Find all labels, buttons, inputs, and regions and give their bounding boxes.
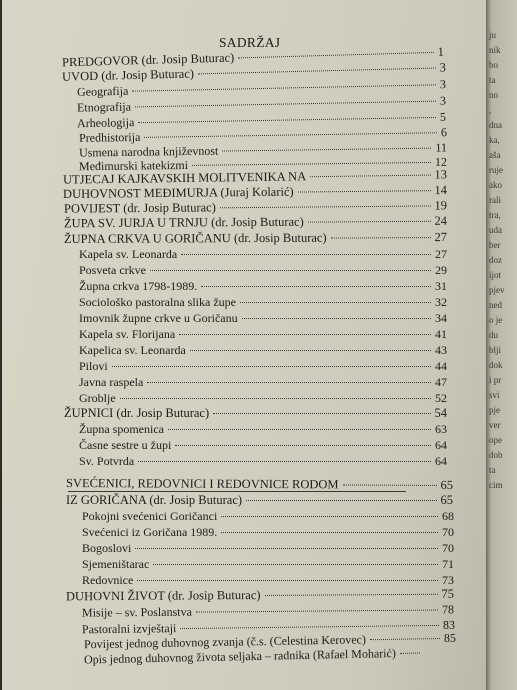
page-title: SADRŽAJ xyxy=(219,35,281,50)
adjacent-page-text-fragment: pjev xyxy=(489,285,505,295)
toc-entry: PREDGOVOR (dr. Josip Buturac) 1 xyxy=(61,44,445,70)
toc-entry: Geografija 3 xyxy=(76,77,447,99)
divider xyxy=(68,491,406,492)
adjacent-page-text-fragment: pje xyxy=(489,405,500,415)
adjacent-page-text-fragment: dob xyxy=(489,450,503,460)
adjacent-page-text-fragment: ta xyxy=(489,465,496,475)
adjacent-page-text-fragment: uda xyxy=(489,225,502,235)
toc-entry: Časne sestre u župi 64 xyxy=(79,438,447,452)
adjacent-page-text-fragment: ako xyxy=(489,180,502,190)
adjacent-page-text-fragment: i pr xyxy=(489,375,502,385)
toc-entry: Sv. Potvrda 64 xyxy=(79,454,447,468)
toc-entry: Pastoralni izvještaji 83 xyxy=(81,617,456,637)
toc-entry: Groblje 52 xyxy=(79,391,447,405)
toc-entry: Župna crkva 1798-1989. 31 xyxy=(79,279,447,293)
adjacent-page-text-fragment: ka, xyxy=(489,135,500,145)
adjacent-page-text-fragment: doz xyxy=(489,255,502,265)
toc-entry: Svećenici iz Goričana 1989. 70 xyxy=(82,525,454,539)
toc-entry: Sociološko pastoralna slika župe 32 xyxy=(79,295,447,309)
toc-entry: Bogoslovi 70 xyxy=(82,541,454,555)
adjacent-page-edge xyxy=(486,0,517,690)
adjacent-page-text-fragment: dok xyxy=(489,360,503,370)
toc-entry: UVOD (dr. Josip Buturac) 3 xyxy=(61,60,447,84)
adjacent-page-text-fragment: , xyxy=(489,105,492,115)
adjacent-page-text-fragment: cim xyxy=(489,480,503,490)
toc-entry: IZ GORIČANA (dr. Josip Buturac) 65 xyxy=(66,493,453,507)
adjacent-page-text-fragment: rali xyxy=(489,195,501,205)
toc-entry: Imovnik župne crkve u Goričanu 34 xyxy=(79,311,447,325)
adjacent-page-text-fragment: ver xyxy=(489,420,501,430)
toc-entry: Međimurski katekizmi 12 xyxy=(78,154,448,174)
toc-entry: DUHOVNOST MEĐIMURJA (Juraj Kolarić) 14 xyxy=(62,182,448,202)
adjacent-page-text-fragment: svi xyxy=(489,390,500,400)
adjacent-page-text-fragment: aša xyxy=(489,150,501,160)
adjacent-page-text-fragment: ruje xyxy=(489,165,503,175)
adjacent-page-text-fragment: dna xyxy=(489,120,502,130)
toc-entry: Kapela sv. Florijana 41 xyxy=(79,327,447,341)
toc-entry: ŽUPA SV. JURJA U TRNJU (dr. Josip Buturac) 24 xyxy=(63,213,448,231)
toc-entry: Javna raspela 47 xyxy=(79,375,447,389)
toc-entry: POVIJEST (dr. Josip Buturac) 19 xyxy=(63,198,448,216)
toc-entry: Pokojni svećenici Goričanci 68 xyxy=(82,509,454,523)
adjacent-page-text-fragment: ope xyxy=(489,435,502,445)
adjacent-page-text-fragment: ned xyxy=(489,300,502,310)
toc-entry: Opis jednog duhovnog života seljaka – radnika (Rafael Moharić) xyxy=(84,645,424,667)
toc-entry: Pilovi 44 xyxy=(79,359,447,373)
toc-entry: SVEĆENICI, REDOVNICI I REDOVNICE RODOM 65 xyxy=(65,475,454,493)
book-page xyxy=(2,0,486,690)
toc-entry: Predhistorija 6 xyxy=(78,125,448,145)
adjacent-page-text-fragment: nik xyxy=(489,45,501,55)
toc-entry: Redovnice 73 xyxy=(82,573,454,587)
toc-entry: Kapela sv. Leonarda 27 xyxy=(79,247,447,261)
adjacent-page-text-fragment: tra, xyxy=(489,210,501,220)
toc-entry: Etnografija 3 xyxy=(76,93,447,115)
toc-entry: Posveta crkve 29 xyxy=(79,263,447,277)
toc-entry: ŽUPNICI (dr. Josip Buturac) 54 xyxy=(64,406,447,420)
toc-entry: Povijest jednog duhovnog zvanja (č.s. (Celestina Kerovec) 85 xyxy=(83,630,457,652)
toc-entry: Misije – sv. Poslanstva 78 xyxy=(81,602,455,620)
adjacent-page-text-fragment: no xyxy=(489,90,498,100)
adjacent-page-text-fragment: blji xyxy=(489,345,502,355)
adjacent-page-text-fragment: ju xyxy=(489,30,497,40)
adjacent-page-text-fragment: o je xyxy=(489,315,503,325)
toc-entry: Usmena narodna književnost 11 xyxy=(78,140,448,160)
adjacent-page-text-fragment: bo xyxy=(489,60,498,70)
toc-entry: Arheologija 5 xyxy=(76,109,447,131)
toc-entry: UTJECAJ KAJKAVSKIH MOLITVENIKA NA 13 xyxy=(62,167,448,187)
toc-entry: Kapelica sv. Leonarda 43 xyxy=(79,343,447,357)
toc-entry: Župna spomenica 63 xyxy=(79,422,447,436)
toc-entry: ŽUPNA CRKVA U GORIČANU (dr. Josip Buturac) 27 xyxy=(63,229,448,247)
toc-entry: Sjemeništarac 71 xyxy=(82,557,454,571)
adjacent-page-text-fragment: ta xyxy=(489,75,496,85)
adjacent-page-text-fragment: ber xyxy=(489,240,501,250)
toc-entry: DUHOVNI ŽIVOT (dr. Josip Buturac) 75 xyxy=(65,586,455,604)
adjacent-page-text-fragment: du xyxy=(489,330,498,340)
adjacent-page-text-fragment: ijot xyxy=(489,270,502,280)
